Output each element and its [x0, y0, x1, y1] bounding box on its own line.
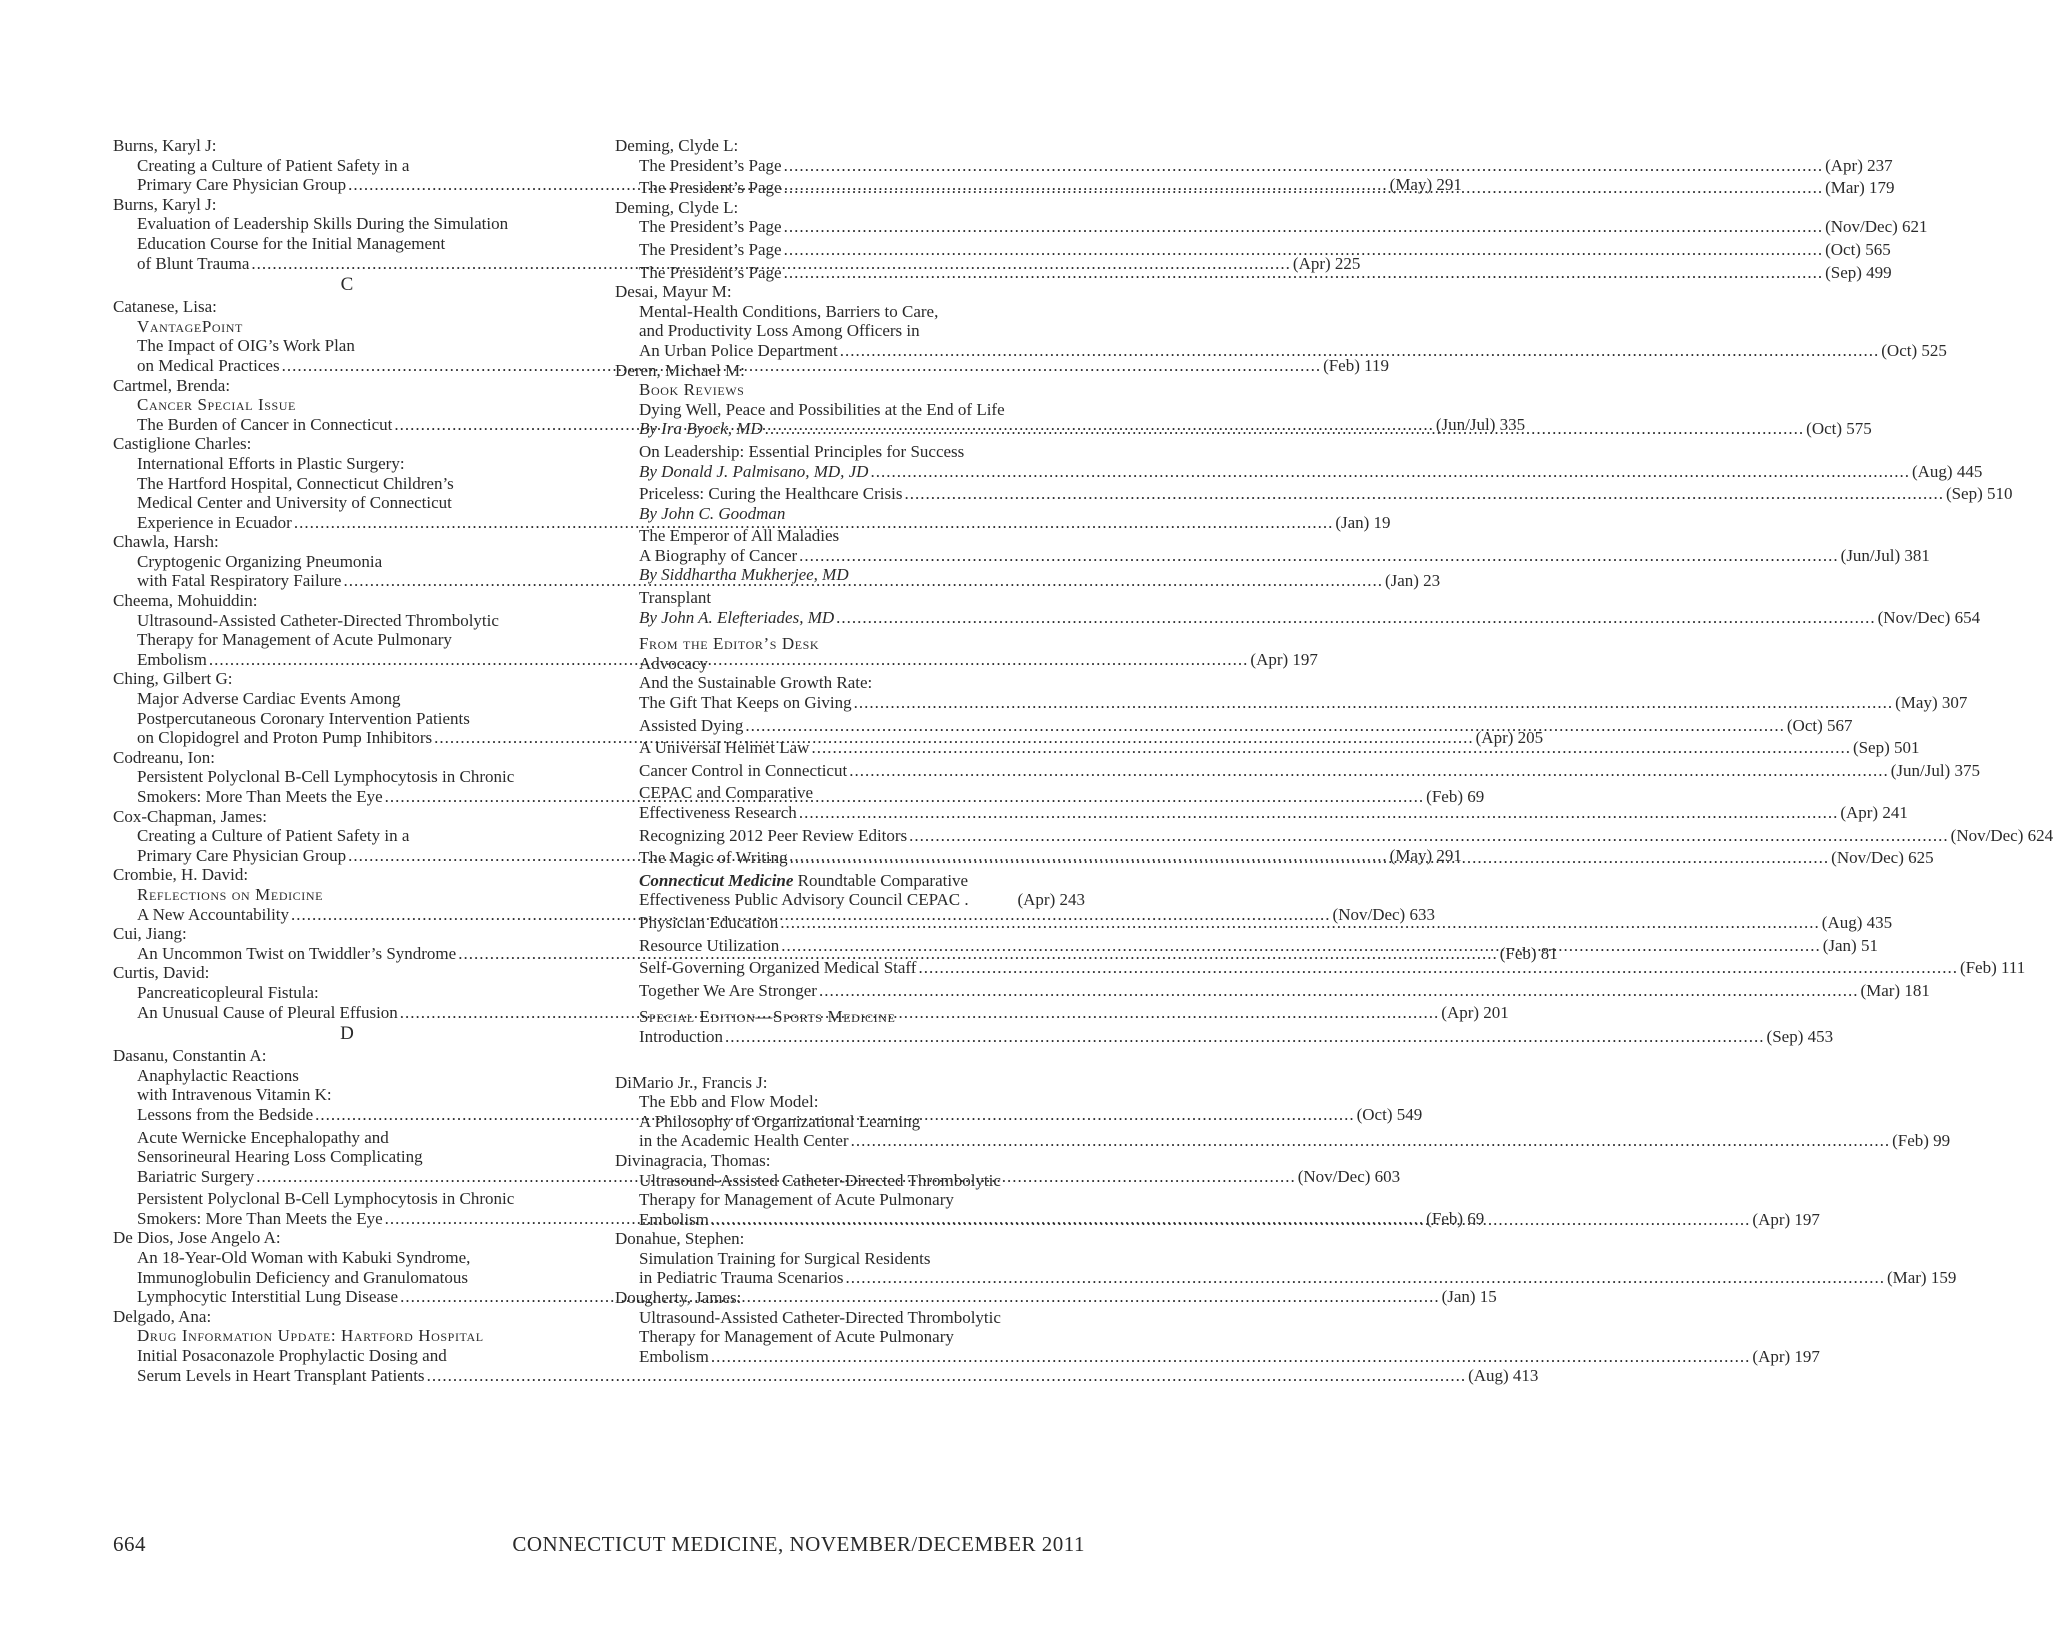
- line-text: Therapy for Management of Acute Pulmonary: [137, 630, 452, 650]
- line-text: Reflections on Medicine: [137, 884, 324, 904]
- article-entry: [615, 1248, 1957, 1288]
- issue-page-reference: (Jan) 23: [1384, 571, 1441, 591]
- author-name: Crombie, H. David:: [113, 865, 249, 885]
- section-heading: [137, 885, 581, 905]
- section-heading: [639, 380, 1085, 400]
- issue-page-reference: (Apr) 225: [1292, 253, 1361, 273]
- article-title-line: [639, 1327, 1085, 1347]
- author-name: Catanese, Lisa:: [113, 297, 217, 317]
- author-name: Divinagracia, Thomas:: [615, 1150, 771, 1170]
- line-text: Persistent Polyclonal B-Cell Lymphocytosis in Chronic: [137, 1189, 515, 1209]
- citation-line: [639, 607, 1981, 628]
- citation-line: [639, 980, 1930, 1001]
- section-heading: [137, 1326, 581, 1346]
- article-title-line: Smokers: More Than Meets the Eye: [137, 1208, 383, 1228]
- issue-page-reference: (Nov/Dec) 603: [1297, 1166, 1401, 1186]
- issue-page-reference: (Feb) 119: [1323, 355, 1390, 375]
- issue-page-reference: (Nov/Dec) 625: [1831, 848, 1934, 868]
- issue-page-reference: (Mar) 181: [1860, 980, 1930, 1000]
- line-text: A Philosophy of Organizational Learning: [639, 1111, 921, 1131]
- citation-line: [639, 461, 1983, 482]
- line-text: The Emperor of All Maladies: [639, 526, 840, 546]
- line-text: Acute Wernicke Encephalopathy and: [137, 1127, 389, 1147]
- article-title-line: [137, 1085, 581, 1105]
- line-text: Book Reviews: [639, 380, 745, 400]
- author-name: Delgado, Ana:: [113, 1306, 212, 1326]
- article-title-line: Embolism: [639, 1209, 709, 1229]
- article-title-line: [639, 654, 1085, 674]
- article-title-line: Primary Care Physician Group: [137, 175, 347, 195]
- section-heading: [137, 317, 581, 337]
- issue-page-reference: (Oct) 565: [1825, 239, 1891, 259]
- dot-leader: [845, 1268, 1885, 1288]
- article-title-line: [639, 673, 1085, 693]
- section-letter: C: [340, 274, 354, 296]
- article-title-line: [639, 783, 1085, 803]
- dot-leader: [745, 716, 1785, 736]
- line-text: Therapy for Management of Acute Pulmonary: [639, 1327, 954, 1347]
- article-entry: [615, 760, 1980, 781]
- issue-page-reference: (Nov/Dec) 624: [1950, 825, 2053, 845]
- article-title-line: [137, 214, 581, 234]
- citation-line: [639, 1346, 1820, 1367]
- citation-line: [639, 1026, 1834, 1047]
- issue-page-reference: (Jun/Jul) 375: [1890, 760, 1980, 780]
- article-title-line: Effectiveness Research: [639, 803, 797, 822]
- article-title-line: [137, 611, 581, 631]
- author-name: DiMario Jr., Francis J:: [615, 1072, 768, 1092]
- line-text: Medical Center and University of Connecticut: [137, 493, 452, 513]
- dot-leader: [427, 1366, 1467, 1386]
- line-text: Cryptogenic Organizing Pneumonia: [137, 551, 383, 571]
- article-title-line: The President’s Page: [639, 262, 782, 282]
- article-title-line: Self-Governing Organized Medical Staff: [639, 958, 917, 978]
- line-text: On Leadership: Essential Principles for Success: [639, 441, 965, 461]
- article-title-line: [639, 871, 1085, 891]
- line-text: Anaphylactic Reactions: [137, 1065, 299, 1085]
- article-title-line: The President’s Page: [639, 239, 782, 259]
- article-title-line: Primary Care Physician Group: [137, 845, 347, 865]
- line-text: Ultrasound-Assisted Catheter-Directed Thrombolytic: [137, 610, 499, 630]
- issue-page-reference: (Aug) 435: [1821, 912, 1893, 932]
- article-title-line: [639, 321, 1085, 341]
- journal-name: Connecticut Medicine: [639, 870, 794, 890]
- dot-leader: [711, 1347, 1751, 1367]
- citation-line: [639, 1131, 1951, 1151]
- line-text: From the Editor’s Desk: [639, 634, 820, 654]
- article-title-line: [137, 474, 581, 494]
- article-title-line: Priceless: Curing the Healthcare Crisis: [639, 484, 903, 504]
- dot-leader: [784, 217, 1824, 237]
- issue-page-reference: (Sep) 501: [1852, 738, 1920, 758]
- line-text: Evaluation of Leadership Skills During the Simulation: [137, 214, 509, 234]
- article-title-line: [137, 767, 581, 787]
- line-text: Major Adverse Cardiac Events Among: [137, 689, 401, 709]
- issue-page-reference: (Aug) 413: [1468, 1365, 1539, 1385]
- issue-page-reference: (Apr) 243: [1017, 890, 1085, 910]
- byline: By Donald J. Palmisano, MD, JD: [639, 461, 869, 481]
- author-name: Dasanu, Constantin A:: [113, 1046, 267, 1066]
- dot-leader: [781, 936, 1821, 956]
- article-title-line: An Uncommon Twist on Twiddler’s Syndrome: [137, 943, 457, 963]
- dot-leader: [784, 178, 1824, 198]
- issue-page-reference: (May) 307: [1895, 693, 1968, 713]
- article-entry: [615, 441, 1983, 481]
- citation-line: [137, 1365, 1539, 1386]
- article-title-line: on Medical Practices: [137, 355, 280, 375]
- article-title-line: An Urban Police Department: [639, 340, 838, 360]
- line-text: Pancreaticopleural Fistula:: [137, 982, 319, 1002]
- issue-page-reference: (Apr) 201: [1441, 1002, 1509, 1022]
- author-name: Burns, Karyl J:: [113, 136, 217, 155]
- article-title-line: [137, 826, 581, 846]
- citation-line: [639, 803, 1908, 823]
- article-title-line: in Pediatric Trauma Scenarios: [639, 1268, 844, 1288]
- author-name: Chawla, Harsh:: [113, 532, 219, 552]
- article-title-line: Assisted Dying: [639, 715, 744, 735]
- author-name: Cartmel, Brenda:: [113, 375, 231, 395]
- article-title-line: [639, 1308, 1085, 1328]
- article-title-line: Lessons from the Bedside: [137, 1104, 314, 1124]
- article-title-line: [137, 689, 581, 709]
- issue-page-reference: (Oct) 567: [1786, 715, 1853, 735]
- author-name: Castiglione Charles:: [113, 434, 252, 454]
- article-title-line: An Unusual Cause of Pleural Effusion: [137, 1002, 398, 1022]
- article-title-line: Physician Education: [639, 912, 779, 932]
- citation-line: [639, 217, 1928, 237]
- article-title-line: [137, 1128, 581, 1148]
- byline: By John A. Elefteriades, MD: [639, 607, 835, 627]
- citation-line: [639, 715, 1853, 736]
- journal-issue-title: CONNECTICUT MEDICINE, NOVEMBER/DECEMBER 2011: [512, 1532, 1085, 1556]
- article-title-line: Resource Utilization: [639, 935, 780, 955]
- article-title-line: [137, 1248, 581, 1268]
- article-entry: [615, 871, 1085, 910]
- article-title-line: in the Academic Health Center: [639, 1131, 849, 1151]
- article-title-line: A New Accountability: [137, 904, 290, 924]
- issue-page-reference: (Apr) 197: [1250, 649, 1318, 669]
- article-title-line: Cancer Control in Connecticut: [639, 760, 848, 780]
- article-title-line: Effectiveness Public Advisory Council CEPAC .: [639, 890, 969, 910]
- issue-page-reference: (Mar) 179: [1825, 178, 1895, 198]
- author-name: Cui, Jiang:: [113, 924, 187, 944]
- article-entry: [615, 980, 1930, 1001]
- line-text: and Productivity Loss Among Officers in: [639, 321, 920, 341]
- dot-leader: [849, 761, 1889, 781]
- line-text: Roundtable Comparative: [793, 870, 969, 890]
- article-title-line: The Burden of Cancer in Connecticut: [137, 414, 393, 434]
- line-text: Creating a Culture of Patient Safety in a: [137, 155, 410, 175]
- line-text: Transplant: [639, 588, 712, 608]
- byline: By Siddhartha Mukherjee, MD: [639, 565, 849, 585]
- article-title-line: [639, 1171, 1085, 1191]
- issue-page-reference: (Feb) 99: [1892, 1131, 1951, 1151]
- line-text: CEPAC and Comparative: [639, 783, 814, 803]
- issue-page-reference: (Sep) 453: [1766, 1026, 1834, 1046]
- author-name: Deming, Clyde L:: [615, 136, 739, 155]
- line-text: The Hartford Hospital, Connecticut Children’s: [137, 473, 454, 493]
- article-title-line: Recognizing 2012 Peer Review Editors: [639, 825, 908, 845]
- author-name: Deming, Clyde L:: [615, 197, 739, 217]
- line-text: And the Sustainable Growth Rate:: [639, 673, 873, 693]
- section-heading: [639, 1007, 1085, 1027]
- article-title-line: [137, 630, 581, 650]
- dot-leader: [765, 419, 1805, 439]
- article-entry: [615, 1307, 1820, 1367]
- article-title-line: Embolism: [137, 649, 207, 669]
- line-text: Special Edition—Sports Medicine: [639, 1007, 896, 1027]
- article-title-line: [639, 588, 1085, 608]
- article-title-line: Experience in Ecuador: [137, 512, 292, 532]
- line-text: Drug Information Update: Hartford Hospital: [137, 1326, 484, 1346]
- issue-page-reference: (Aug) 445: [1911, 461, 1983, 481]
- dot-leader: [918, 958, 1958, 978]
- line-text: Simulation Training for Surgical Residents: [639, 1248, 931, 1268]
- article-title-line: [639, 1190, 1085, 1210]
- article-title-line: [137, 156, 581, 176]
- article-title-line: Introduction: [639, 1026, 724, 1046]
- line-text: Mental-Health Conditions, Barriers to Care,: [639, 301, 939, 321]
- issue-page-reference: (Apr) 197: [1752, 1346, 1820, 1366]
- article-title-line: [137, 234, 581, 254]
- author-name: Curtis, David:: [113, 963, 210, 983]
- article-title-line: [639, 442, 1085, 462]
- issue-page-reference: (Jun/Jul) 335: [1435, 414, 1526, 434]
- issue-page-reference: (Jan) 19: [1335, 512, 1391, 532]
- dot-leader: [836, 608, 1876, 628]
- author-name: Cox-Chapman, James:: [113, 806, 267, 826]
- article-title-line: [639, 526, 1085, 546]
- issue-page-reference: (Apr) 197: [1752, 1209, 1820, 1229]
- line-text: Education Course for the Initial Management: [137, 233, 446, 253]
- author-name: De Dios, Jose Angelo A:: [113, 1228, 281, 1248]
- issue-page-reference: (Jun/Jul) 381: [1840, 545, 1930, 565]
- article-title-line: The President’s Page: [639, 178, 782, 198]
- issue-page-reference: (Sep) 499: [1825, 262, 1892, 282]
- issue-page-reference: (Oct) 525: [1881, 340, 1947, 360]
- line-text: Persistent Polyclonal B-Cell Lymphocytosis in Chronic: [137, 767, 515, 787]
- dot-leader: [799, 803, 1839, 823]
- article-title-line: [137, 983, 581, 1003]
- issue-page-reference: (May) 291: [1389, 175, 1462, 195]
- citation-line: [639, 760, 1980, 781]
- line-text: An 18-Year-Old Woman with Kabuki Syndrome,: [137, 1248, 471, 1268]
- issue-page-reference: (Apr) 237: [1825, 155, 1893, 175]
- author-entry: [615, 282, 1947, 360]
- dot-leader: [909, 826, 1949, 846]
- article-title-line: Lymphocytic Interstitial Lung Disease: [137, 1287, 399, 1307]
- article-entry: [615, 301, 1947, 361]
- citation-line: [639, 484, 2013, 504]
- line-text: Dying Well, Peace and Possibilities at the End of Life: [639, 399, 1005, 419]
- citation-line: [639, 239, 1891, 260]
- issue-page-reference: (Jan) 15: [1441, 1287, 1497, 1307]
- article-title-line: Embolism: [639, 1346, 709, 1366]
- dot-leader: [851, 1131, 1891, 1151]
- article-entry: [615, 155, 1893, 176]
- issue-page-reference: (Apr) 205: [1475, 728, 1544, 748]
- citation-line: [639, 340, 1947, 361]
- author-name: Ching, Gilbert G:: [113, 669, 233, 689]
- article-title-line: [137, 336, 581, 356]
- article-title-line: [639, 400, 1085, 420]
- issue-page-reference: (May) 291: [1389, 845, 1462, 865]
- author-name: Cheema, Mohuiddin:: [113, 591, 258, 611]
- citation-line: [639, 825, 2053, 846]
- line-text: International Efforts in Plastic Surgery:: [137, 453, 405, 473]
- line-text: Ultrasound-Assisted Catheter-Directed Thrombolytic: [639, 1170, 1001, 1190]
- article-title-line: [137, 1189, 581, 1209]
- section-heading: [137, 395, 581, 415]
- article-title-line: [639, 302, 1085, 322]
- article-title-line: of Blunt Trauma: [137, 253, 250, 273]
- page-number: 664: [113, 1532, 146, 1556]
- line-text: Therapy for Management of Acute Pulmonary: [639, 1190, 954, 1210]
- article-entry: [615, 217, 1928, 237]
- article-title-line: on Clopidogrel and Proton Pump Inhibitors: [137, 728, 433, 748]
- article-title-line: Bariatric Surgery: [137, 1166, 255, 1186]
- citation-line: [639, 1268, 1957, 1288]
- article-entry: [615, 239, 1891, 260]
- article-title-line: [137, 454, 581, 474]
- issue-page-reference: (Nov/Dec) 633: [1332, 904, 1435, 924]
- issue-page-reference: (Feb) 81: [1499, 943, 1558, 963]
- issue-page-reference: (Jan) 51: [1822, 935, 1878, 955]
- issue-page-reference: (Feb) 69: [1426, 1208, 1485, 1228]
- entry-spacer: [615, 1047, 1085, 1073]
- author-name: Deren, Michael M:: [615, 360, 745, 380]
- dot-leader: [780, 913, 1820, 933]
- dot-leader: [784, 240, 1824, 260]
- article-title-line: [137, 1147, 581, 1167]
- article-title-line: The President’s Page: [639, 155, 782, 175]
- article-title-line: Smokers: More Than Meets the Eye: [137, 787, 383, 806]
- issue-page-reference: (Oct) 575: [1806, 419, 1872, 439]
- article-title-line: [639, 1249, 1085, 1269]
- line-text: Ultrasound-Assisted Catheter-Directed Thrombolytic: [639, 1307, 1001, 1327]
- line-text: Cancer Special Issue: [137, 395, 296, 415]
- author-name: Desai, Mayur M:: [615, 282, 732, 302]
- article-title-line: with Fatal Respiratory Failure: [137, 571, 342, 591]
- citation-line: [639, 545, 1930, 566]
- issue-page-reference: (Apr) 241: [1840, 803, 1908, 822]
- line-text: Advocacy: [639, 653, 708, 673]
- article-title-line: Together We Are Stronger: [639, 980, 817, 1000]
- article-title-line: The Magic of Writing: [639, 848, 788, 868]
- dot-leader: [711, 1210, 1751, 1230]
- dot-leader: [904, 484, 1944, 504]
- article-title-line: The Gift That Keeps on Giving: [639, 693, 852, 713]
- dot-leader: [725, 1027, 1765, 1047]
- dot-leader: [790, 845, 1830, 868]
- article-entry: [615, 715, 1853, 736]
- article-title-line: [137, 709, 581, 729]
- article-entry: [615, 958, 2026, 978]
- author-name: Dougherty, James:: [615, 1288, 742, 1308]
- line-text: Sensorineural Hearing Loss Complicating: [137, 1147, 423, 1167]
- section-letter: D: [340, 1023, 354, 1045]
- article-title-line: [137, 552, 581, 572]
- dot-leader: [799, 546, 1839, 566]
- citation-line: [639, 890, 1085, 910]
- article-title-line: [137, 1268, 581, 1288]
- line-text: Postpercutaneous Coronary Intervention Patients: [137, 708, 470, 728]
- author-name: Burns, Karyl J:: [113, 194, 217, 214]
- dot-leader: [840, 341, 1880, 361]
- dot-leader: [854, 693, 1894, 713]
- issue-page-reference: (Nov/Dec) 654: [1877, 607, 1981, 627]
- line-text: Initial Posaconazole Prophylactic Dosing and: [137, 1346, 447, 1366]
- article-entry: [615, 588, 1981, 627]
- line-text: The Impact of OIG’s Work Plan: [137, 336, 355, 356]
- citation-line: [639, 958, 2026, 978]
- issue-page-reference: (Feb) 69: [1426, 787, 1485, 806]
- byline: By Ira Byock, MD: [639, 419, 763, 439]
- issue-page-reference: (Oct) 549: [1356, 1104, 1423, 1124]
- article-title-line: [137, 1066, 581, 1086]
- citation-line: [639, 693, 1968, 713]
- issue-page-reference: (Nov/Dec) 621: [1825, 217, 1928, 237]
- author-name: Codreanu, Ion:: [113, 747, 215, 767]
- author-entry: [615, 1229, 1957, 1288]
- dot-leader: [784, 156, 1824, 176]
- line-text: Immunoglobulin Deficiency and Granulomatous: [137, 1267, 468, 1287]
- section-heading: [639, 634, 1085, 654]
- article-title-line: [639, 1092, 1085, 1112]
- article-title-line: The President’s Page: [639, 217, 782, 237]
- issue-page-reference: (Sep) 510: [1945, 484, 2013, 504]
- dot-leader: [811, 738, 1851, 758]
- article-entry: [615, 825, 2053, 846]
- article-title-line: Serum Levels in Heart Transplant Patients: [137, 1365, 425, 1385]
- byline: By John C. Goodman: [639, 503, 786, 523]
- article-title-line: A Biography of Cancer: [639, 545, 798, 565]
- author-name: Donahue, Stephen:: [615, 1229, 745, 1249]
- issue-page-reference: (Mar) 159: [1886, 1268, 1957, 1288]
- article-title-line: [137, 493, 581, 513]
- issue-page-reference: (Feb) 111: [1959, 958, 2026, 978]
- article-title-line: [137, 1346, 581, 1366]
- article-title-line: [639, 1112, 1085, 1132]
- line-text: VantagePoint: [137, 316, 243, 336]
- citation-line: [639, 155, 1893, 176]
- dot-leader: [819, 981, 1859, 1001]
- line-text: Creating a Culture of Patient Safety in a: [137, 826, 410, 846]
- line-text: with Intravenous Vitamin K:: [137, 1085, 332, 1105]
- line-text: The Ebb and Flow Model:: [639, 1092, 819, 1112]
- dot-leader: [784, 263, 1824, 283]
- dot-leader: [870, 462, 1910, 482]
- article-title-line: A Universal Helmet Law: [639, 738, 810, 758]
